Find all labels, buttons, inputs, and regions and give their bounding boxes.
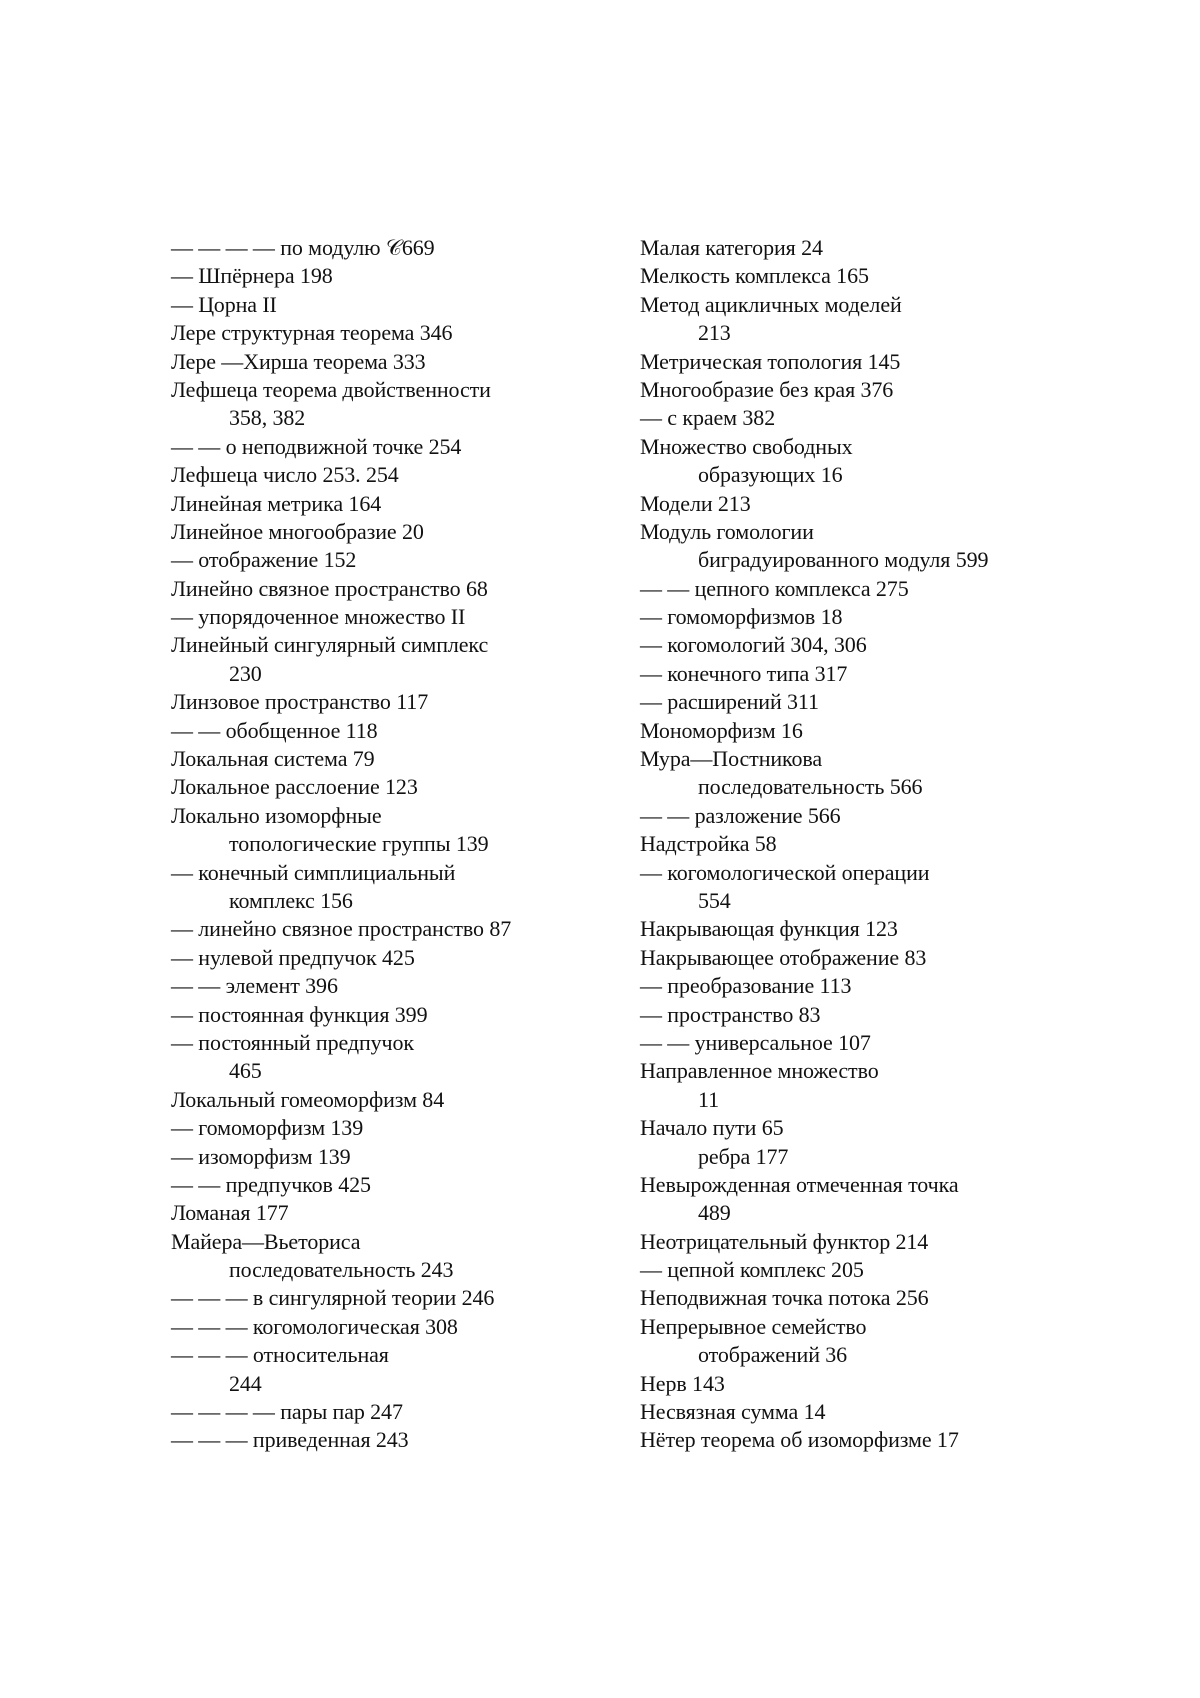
index-entry: последовательность 243 — [229, 1257, 454, 1283]
index-entry: Начало пути 65 — [640, 1115, 784, 1141]
index-entry: Майера—Вьеториса — [171, 1228, 361, 1254]
index-entry: Линейная метрика 164 — [171, 490, 382, 516]
index-entry: — — разложение 566 — [640, 802, 841, 828]
index-entry: — — о неподвижной точке 254 — [171, 433, 462, 459]
index-entry: 244 — [229, 1370, 262, 1396]
index-entry: 358, 382 — [229, 405, 306, 431]
index-entry: — постоянная функция 399 — [171, 1001, 428, 1027]
index-entry: — расширений 311 — [640, 689, 819, 715]
index-entry: Локальное расслоение 123 — [171, 774, 418, 800]
index-entry: — — — в сингулярной теории 246 — [171, 1285, 495, 1311]
index-entry: — конечный симплициальный — [171, 859, 456, 885]
index-entry: — нулевой предпучок 425 — [171, 944, 415, 970]
index-entry: — — — — по модулю 𝒞669 — [171, 235, 435, 260]
index-entry: Лере структурная теорема 346 — [171, 320, 453, 346]
index-entry: — цепной комплекс 205 — [640, 1257, 864, 1283]
index-entry: Линейное многообразие 20 — [171, 518, 424, 544]
index-entry: биградуированного модуля 599 — [698, 547, 989, 573]
index-entry: топологические группы 139 — [229, 831, 489, 857]
index-entry: последовательность 566 — [698, 774, 923, 800]
index-entry: — гомоморфизм 139 — [171, 1115, 364, 1141]
index-entry: — пространство 83 — [640, 1001, 821, 1027]
index-entry: — изоморфизм 139 — [171, 1143, 351, 1169]
index-entry: 230 — [229, 660, 262, 686]
index-entry: 213 — [698, 320, 731, 346]
index-entry: Направленное множество — [640, 1058, 879, 1084]
index-entry: Лефшеца теорема двойственности — [171, 376, 491, 402]
index-entry: — Цорна II — [171, 291, 277, 317]
index-entry: — — универсальное 107 — [640, 1029, 871, 1055]
index-entry: Локальная система 79 — [171, 746, 375, 772]
index-entry: — — — приведенная 243 — [171, 1427, 409, 1453]
index-entry: Метод ацикличных моделей — [640, 291, 902, 317]
index-entry: — постоянный предпучок — [171, 1029, 414, 1055]
index-entry: — Шпёрнера 198 — [171, 263, 333, 289]
index-entry: Непрерывное семейство — [640, 1313, 867, 1339]
index-entry: Малая категория 24 — [640, 235, 823, 260]
index-entry: — — — когомологическая 308 — [171, 1313, 458, 1339]
index-entry: Мелкость комплекса 165 — [640, 263, 869, 289]
index-entry: Накрывающее отображение 83 — [640, 944, 927, 970]
index-entry: Мура—Постникова — [640, 746, 823, 772]
index-entry: Мономорфизм 16 — [640, 717, 803, 743]
index-entry: Неотрицательный функтор 214 — [640, 1228, 929, 1254]
index-entry: Локальный гомеоморфизм 84 — [171, 1086, 445, 1112]
index-entry: Лере —Хирша теорема 333 — [171, 348, 426, 374]
index-entry: — — элемент 396 — [171, 973, 338, 999]
index-entry: отображений 36 — [698, 1342, 848, 1368]
index-entry: Неподвижная точка потока 256 — [640, 1285, 929, 1311]
index-entry: — гомоморфизмов 18 — [640, 604, 843, 630]
index-entry: Локально изоморфные — [171, 802, 382, 828]
index-entry: 465 — [229, 1058, 262, 1084]
index-entry: — конечного типа 317 — [640, 660, 848, 686]
index-entry: — — — относительная — [171, 1342, 389, 1368]
index-entry: — с краем 382 — [640, 405, 776, 431]
index-entry: — — обобщенное 118 — [171, 717, 378, 743]
index-entry: Невырожденная отмеченная точка — [640, 1171, 959, 1197]
index-entry: — преобразование 113 — [640, 973, 852, 999]
index-entry: — упорядоченное множество II — [171, 604, 466, 630]
index-entry: Нерв 143 — [640, 1370, 725, 1396]
index-entry: Множество свободных — [640, 433, 853, 459]
index-entry: — когомологической операции — [640, 859, 930, 885]
index-entry: — линейно связное пространство 87 — [171, 916, 512, 942]
index-entry: Ломаная 177 — [171, 1200, 289, 1226]
index-entry: Несвязная сумма 14 — [640, 1399, 826, 1425]
index-entry: — — предпучков 425 — [171, 1171, 371, 1197]
index-entry: — — — — пары пар 247 — [171, 1399, 403, 1425]
index-entry: Нётер теорема об изоморфизме 17 — [640, 1427, 959, 1453]
index-entry: — отображение 152 — [171, 547, 357, 573]
index-entry: Лефшеца число 253. 254 — [171, 462, 399, 488]
index-entry: Линейный сингулярный симплекс — [171, 632, 489, 658]
index-entry: — когомологий 304, 306 — [640, 632, 867, 658]
index-entry: Модуль гомологии — [640, 518, 814, 544]
index-entry: Линейно связное пространство 68 — [171, 575, 488, 601]
index-entry: образующих 16 — [698, 462, 843, 488]
index-entry: Метрическая топология 145 — [640, 348, 901, 374]
index-entry: Надстройка 58 — [640, 831, 777, 857]
index-entry: Многообразие без края 376 — [640, 376, 894, 402]
index-entry: Линзовое пространство 117 — [171, 689, 429, 715]
index-entry: комплекс 156 — [229, 887, 353, 913]
index-column-left — [171, 234, 616, 1455]
index-entry: 554 — [698, 887, 731, 913]
index-entry: ребра 177 — [698, 1143, 789, 1169]
index-column-right — [640, 234, 1140, 1455]
index-entry: — — цепного комплекса 275 — [640, 575, 909, 601]
index-entry: Модели 213 — [640, 490, 751, 516]
index-entry: 489 — [698, 1200, 731, 1226]
index-entry: Накрывающая функция 123 — [640, 916, 898, 942]
index-entry: 11 — [698, 1086, 719, 1112]
